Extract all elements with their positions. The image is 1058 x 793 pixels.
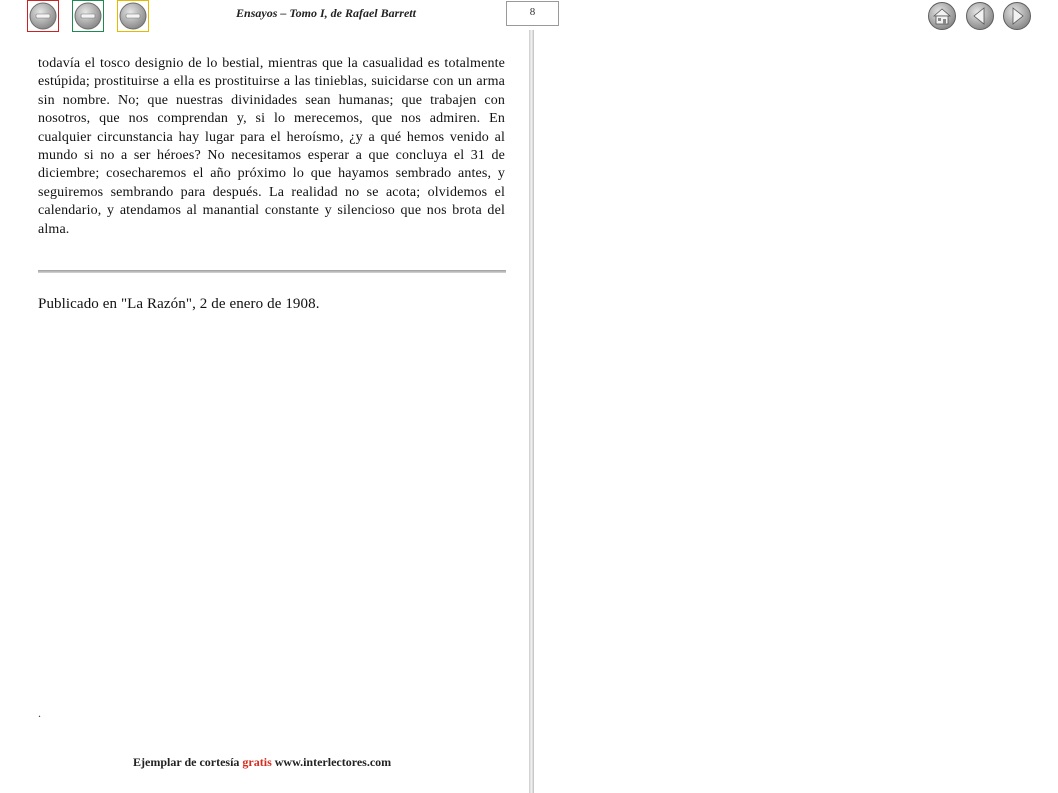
previous-page-button[interactable] (965, 1, 995, 31)
footer-url-link[interactable]: www.interlectores.com (274, 755, 392, 769)
minus-button-green[interactable] (72, 0, 104, 32)
home-button[interactable] (927, 1, 957, 31)
home-icon (927, 1, 957, 31)
footer-prefix: Ejemplar de cortesía (133, 755, 240, 769)
minus-icon (118, 1, 148, 31)
page-divider (529, 30, 534, 793)
footer-gratis: gratis (242, 755, 272, 769)
minus-button-yellow[interactable] (117, 0, 149, 32)
minus-button-red[interactable] (27, 0, 59, 32)
next-page-icon (1002, 1, 1032, 31)
page-end-mark: . (38, 706, 41, 720)
document-title: Ensayos – Tomo I, de Rafael Barrett (236, 6, 416, 20)
horizontal-rule (38, 270, 506, 273)
footer (133, 755, 391, 770)
minus-icon (28, 1, 58, 31)
page-number: 8 (506, 1, 559, 26)
essay-paragraph: todavía el tosco designio de lo bestial, mientras que la casualidad es totalmente estúpida; prostituirse a ella es prostituirse a las tinieblas, suicidarse con un arma sin nombre. No; que nuestras divinidades sean humanas; que trabajen con nosotros, que nos comprendan y, si lo merecemos, que nos admiren. En cualquier circunstancia hay lugar para el heroísmo, ¿y a qué hemos venido al mundo si no a ser héroes? No necesitamos esperar a que concluya el 31 de diciembre; cosecharemos el año próximo lo que hayamos sembrado antes, y seguiremos sembrando para después. La realidad no se acota; olvidemos el calendario, y atendamos al manantial constante y silencioso que nos brota del alma. (38, 56, 505, 237)
next-page-button[interactable] (1002, 1, 1032, 31)
publication-note: Publicado en "La Razón", 2 de enero de 1908. (38, 296, 320, 312)
minus-icon (73, 1, 103, 31)
previous-page-icon (965, 1, 995, 31)
